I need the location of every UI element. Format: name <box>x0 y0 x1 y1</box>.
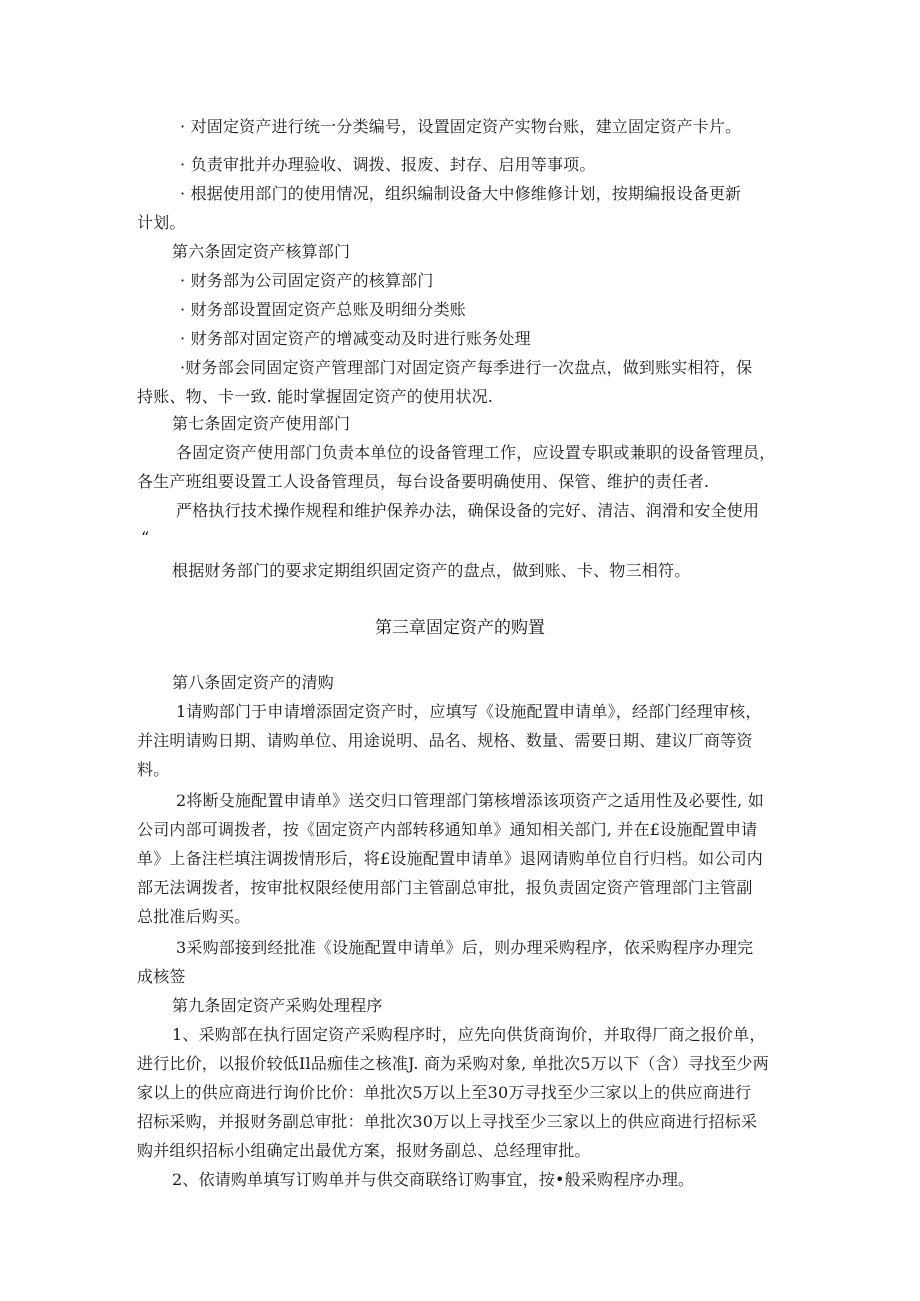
article-title: 第八条固定资产的清购 <box>172 673 335 692</box>
paragraph-line: 购并组织招标小组确定出最优方案，报财务副总、总经理审批。 <box>137 1141 591 1160</box>
article-title: 第九条固定资产采购处理程序 <box>172 996 383 1015</box>
paragraph-line: 持账、物、卡一致. 能时掌握固定资产的使用状况. <box>137 387 494 406</box>
bullet-item: · 负责审批并办理验收、调拨、报废、封存、启用等事项。 <box>180 155 596 174</box>
paragraph-line: 1、采购部在执行固定资产采购程序时，应先向供货商询价，并取得厂商之报价单， <box>172 1025 766 1044</box>
paragraph-line: 各固定资产使用部门负责本单位的设备管理工作，应设置专职或兼职的设备管理员， <box>176 443 776 462</box>
paragraph-line: 公司内部可调拨者，按《固定资产内部转移通知单》通知相关部门, 并在£设施配置申请 <box>137 820 758 839</box>
article-title: 第六条固定资产核算部门 <box>172 242 351 261</box>
bullet-item: · 根据使用部门的使用情况，组织编制设备大中修维修计划，按期编报设备更新 <box>180 184 742 203</box>
paragraph-line: 2将断殳施配置申请单》送交归口管理部门第核增添该项资产之适用性及必要性, 如 <box>176 791 764 810</box>
paragraph-line: “ <box>141 528 150 547</box>
paragraph-line: 根据财务部门的要求定期组织固定资产的盘点，做到账、卡、物三相符。 <box>172 561 691 580</box>
paragraph-line: 计划。 <box>137 213 186 232</box>
paragraph-line: 料。 <box>137 760 170 779</box>
paragraph-line: 2、依请购单填写订购单并与供交商联络订购事宜，按•般采购程序办理。 <box>172 1170 695 1189</box>
bullet-item: · 对固定资产进行统一分类编号，设置固定资产实物台账，建立固定资产卡片。 <box>180 117 742 136</box>
paragraph-line: 严格执行技术操作规程和维护保养办法，确保设备的完好、清洁、润滑和安全使用 <box>176 501 760 520</box>
paragraph-line: 部无法调拨者，按审批权限经使用部门主管副总审批，报负责固定资产管理部门主管副 <box>137 878 753 897</box>
paragraph-line: 招标采购，并报财务副总审批：单批次30万以上寻找至少三家以上的供应商进行招标采 <box>137 1112 758 1131</box>
paragraph-line: 3采购部接到经批准《设施配置申请单》后，则办理采购程序，依采购程序办理完 <box>176 938 754 957</box>
bullet-item: · 财务部设置固定资产总账及明细分类账 <box>180 300 466 319</box>
bullet-item: · 财务部为公司固定资产的核算部门 <box>180 271 434 290</box>
paragraph-line: 家以上的供应商进行询价比价：单批次5万以上至30万寻找至少三家以上的供应商进行 <box>137 1083 752 1102</box>
bullet-item: · 财务部对固定资产的增减变动及时进行账务处理 <box>180 329 531 348</box>
paragraph-line: 1请购部门于申请增添固定资产时，应填写《设施配置申请单》，经部门经理审核， <box>176 702 762 721</box>
paragraph-line: 并注明请购日期、请购单位、用途说明、品名、规格、数量、需要日期、建议厂商等资 <box>137 731 753 750</box>
paragraph-line: 成核签 <box>137 967 186 986</box>
paragraph-line: 总批准后购买。 <box>137 907 251 926</box>
article-title: 第七条固定资产使用部门 <box>172 414 351 433</box>
paragraph-line: 进行比价，以报价较低Il品痂佳之核准J. 商为采购对象, 单批次5万以下（含）寻找至少两 <box>137 1054 769 1073</box>
bullet-item: ·财务部会同固定资产管理部门对固定资产每季进行一次盘点，做到账实相符，保 <box>180 358 753 377</box>
paragraph-line: 各生产班组要设置工人设备管理员，每台设备要明确使用、保管、维护的责任者. <box>137 472 710 491</box>
paragraph-line: 单》上备注栏填注调拨情形后，将£设施配置申请单》退网请购单位自行归档。如公司内 <box>137 849 763 868</box>
chapter-heading: 第三章固定资产的购置 <box>375 618 545 638</box>
